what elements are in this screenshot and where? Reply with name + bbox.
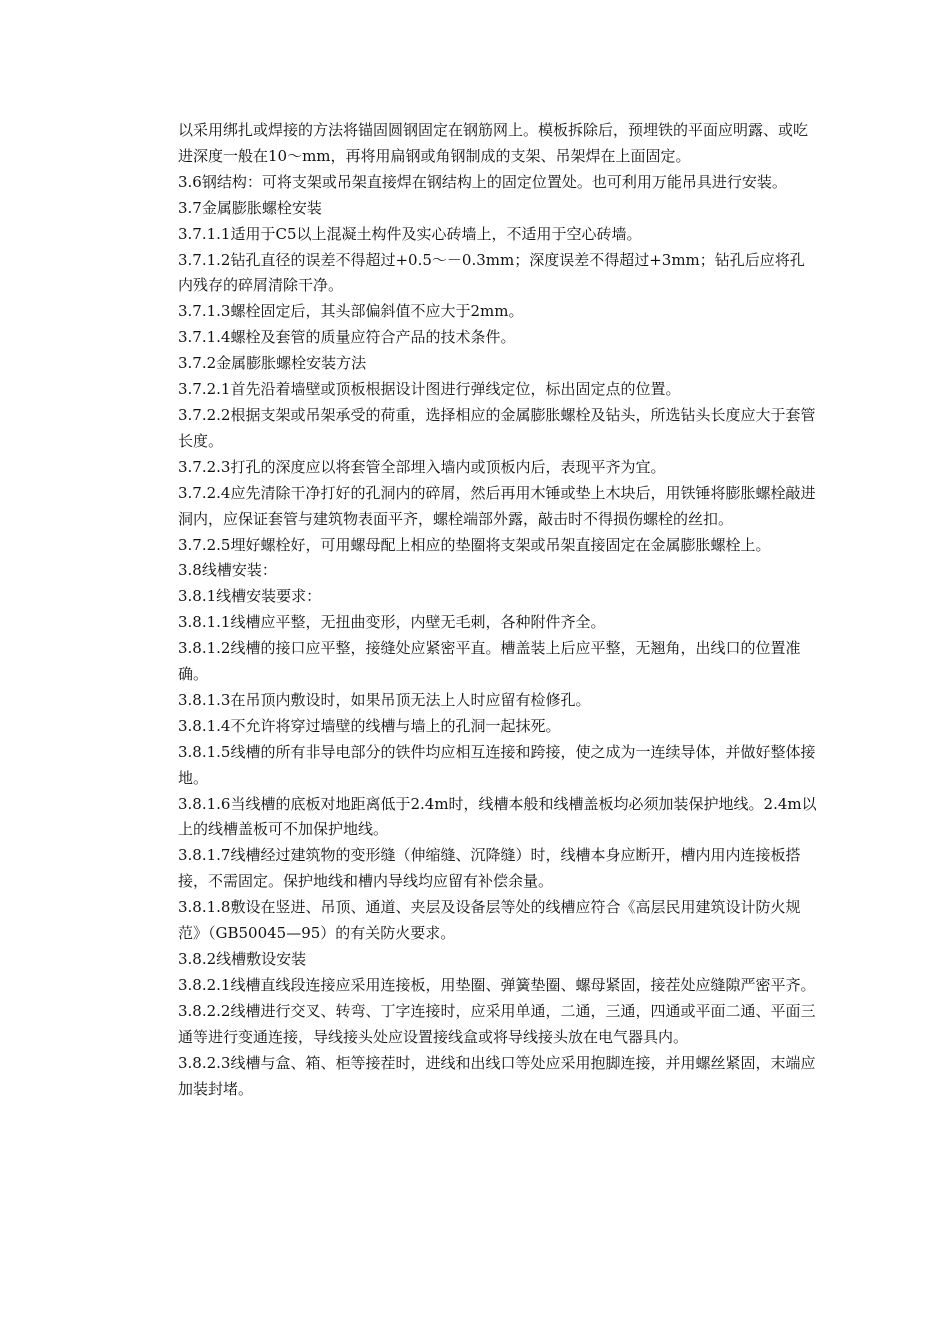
paragraph: 3.7.2.1首先沿着墙壁或顶板根据设计图进行弹线定位，标出固定点的位置。: [178, 380, 681, 399]
paragraph: 3.7.1.3螺栓固定后，其头部偏斜值不应大于2mm。: [178, 302, 524, 321]
paragraph: 3.8.1.3在吊顶内敷设时，如果吊顶无法上人时应留有检修孔。: [178, 690, 591, 709]
paragraph: 3.7.1.1适用于C5以上混凝土构件及实心砖墙上，不适用于空心砖墙。: [178, 224, 642, 243]
section-heading: 3.8线槽安装：: [178, 561, 277, 580]
paragraph: 3.8.1.1线槽应平整，无扭曲变形，内壁无毛刺，各种附件齐全。: [178, 613, 606, 632]
section-heading: 3.7.2金属膨胀螺栓安装方法: [178, 354, 367, 373]
paragraph: 3.7.2.2根据支架或吊架承受的荷重，选择相应的金属膨胀螺栓及钻头，所选钻头长度应大于套管长度。: [178, 405, 816, 450]
paragraph: 3.8.1.7线槽经过建筑物的变形缝（伸缩缝、沉降缝）时，线槽本身应断开，槽内用内连接板搭接，不需固定。保护地线和槽内导线均应留有补偿余量。: [178, 846, 801, 891]
paragraph: 3.8.1.2线槽的接口应平整，接缝处应紧密平直。槽盖装上后应平整，无翘角，出线口的位置准确。: [178, 639, 801, 684]
section-heading: 3.8.1线槽安装要求：: [178, 587, 322, 606]
paragraph: 3.7.2.4应先清除干净打好的孔洞内的碎屑，然后再用木锤或垫上木块后，用铁锤将膨胀螺栓敲进洞内，应保证套管与建筑物表面平齐，螺栓端部外露，敲击时不得损伤螺栓的丝扣。: [178, 483, 816, 528]
paragraph: 3.8.1.6当线槽的底板对地距离低于2.4m时，线槽本般和线槽盖板均必须加装保护地线。2.4m以上的线槽盖板可不加保护地线。: [178, 794, 817, 839]
paragraph: 3.8.1.5线槽的所有非导电部分的铁件均应相互连接和跨接，使之成为一连续导体，并做好整体接地。: [178, 742, 816, 787]
paragraph: 以采用绑扎或焊接的方法将锚固圆钢固定在钢筋网上。模板拆除后，预埋铁的平面应明露、或吃进深度一般在10～mm，再将用扁钢或角钢制成的支架、吊架焊在上面固定。: [178, 121, 809, 165]
paragraph: 3.7.2.5埋好螺栓好，可用螺母配上相应的垫圈将支架或吊架直接固定在金属膨胀螺栓上。: [178, 535, 771, 554]
section-heading: 3.8.2线槽敷设安装: [178, 950, 307, 968]
paragraph: 3.8.2.2线槽进行交叉、转弯、丁字连接时，应采用单通，二通，三通，四通或平面二通、平面三通等进行变通连接，导线接头处应设置接线盒或将导线接头放在电气器具内。: [178, 1001, 816, 1046]
paragraph: 3.8.1.4不允许将穿过墙壁的线槽与墙上的孔洞一起抹死。: [178, 716, 561, 735]
paragraph: 3.6钢结构：可将支架或吊架直接焊在钢结构上的固定位置处。也可利用万能吊具进行安装。: [178, 172, 787, 191]
paragraph: 3.8.1.8敷设在竖进、吊顶、通道、夹层及设备层等处的线槽应符合《高层民用建筑设计防火规范》（GB50045—95）的有关防火要求。: [178, 898, 801, 943]
paragraph: 3.8.2.1线槽直线段连接应采用连接板，用垫圈、弹簧垫圈、螺母紧固，接茬处应缝隙严密平齐。: [178, 975, 816, 994]
paragraph: 3.8.2.3线槽与盒、箱、柜等接茬时，进线和出线口等处应采用抱脚连接，并用螺丝紧固，末端应加装封堵。: [178, 1053, 816, 1098]
section-heading: 3.7金属膨胀螺栓安装: [178, 198, 322, 217]
document-body: [178, 118, 818, 1102]
paragraph: 3.7.1.4螺栓及套管的质量应符合产品的技术条件。: [178, 328, 516, 347]
paragraph: 3.7.1.2钻孔直径的误差不得超过+0.5～－0.3mm；深度误差不得超过+3mm；钻孔后应将孔内残存的碎屑清除干净。: [178, 250, 805, 295]
paragraph: 3.7.2.3打孔的深度应以将套管全部埋入墙内或顶板内后，表现平齐为宜。: [178, 457, 666, 476]
